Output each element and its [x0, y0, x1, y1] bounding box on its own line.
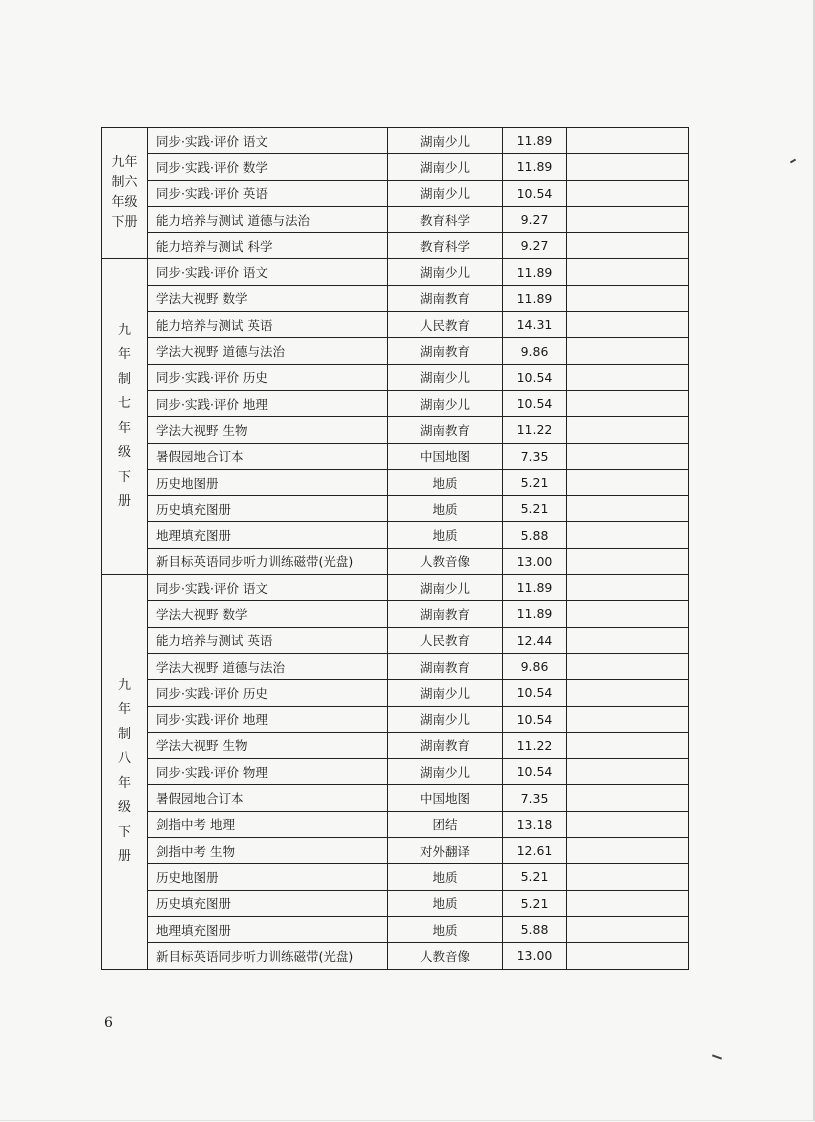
publisher-cell: 团结 — [388, 811, 503, 837]
price-cell: 5.21 — [503, 496, 567, 522]
book-title-cell: 历史地图册 — [148, 864, 388, 890]
price-cell: 11.22 — [503, 732, 567, 758]
publisher-cell: 地质 — [388, 864, 503, 890]
blank-cell — [567, 680, 689, 706]
page-number: 6 — [104, 1015, 113, 1031]
book-title-cell: 新目标英语同步听力训练磁带(光盘) — [148, 548, 388, 574]
price-cell: 5.88 — [503, 522, 567, 548]
blank-cell — [567, 285, 689, 311]
table-row — [102, 785, 689, 811]
table-row — [102, 653, 689, 679]
table-row — [102, 680, 689, 706]
table-row — [102, 233, 689, 259]
book-title-cell: 学法大视野 数学 — [148, 601, 388, 627]
table-row — [102, 496, 689, 522]
blank-cell — [567, 180, 689, 206]
price-cell: 11.89 — [503, 128, 567, 154]
publisher-cell: 人民教育 — [388, 312, 503, 338]
table-row — [102, 864, 689, 890]
price-cell: 5.88 — [503, 916, 567, 942]
table-row — [102, 469, 689, 495]
table-row — [102, 522, 689, 548]
blank-cell — [567, 706, 689, 732]
price-cell: 11.89 — [503, 154, 567, 180]
book-title-cell: 同步·实践·评价 语文 — [148, 575, 388, 601]
blank-cell — [567, 364, 689, 390]
publisher-cell: 湖南少儿 — [388, 154, 503, 180]
table-row — [102, 154, 689, 180]
blank-cell — [567, 154, 689, 180]
blank-cell — [567, 653, 689, 679]
book-title-cell: 历史填充图册 — [148, 890, 388, 916]
table-row — [102, 285, 689, 311]
price-cell: 10.54 — [503, 180, 567, 206]
price-cell: 10.54 — [503, 680, 567, 706]
blank-cell — [567, 338, 689, 364]
grade-label: 九年制七年级下册 — [117, 322, 131, 510]
blank-cell — [567, 312, 689, 338]
publisher-cell: 对外翻译 — [388, 838, 503, 864]
blank-cell — [567, 233, 689, 259]
book-title-cell: 学法大视野 数学 — [148, 285, 388, 311]
blank-cell — [567, 469, 689, 495]
blank-cell — [567, 838, 689, 864]
blank-cell — [567, 627, 689, 653]
table-row — [102, 338, 689, 364]
price-cell: 5.21 — [503, 864, 567, 890]
blank-cell — [567, 128, 689, 154]
blank-cell — [567, 916, 689, 942]
book-title-cell: 学法大视野 生物 — [148, 732, 388, 758]
table-row — [102, 575, 689, 601]
book-title-cell: 同步·实践·评价 地理 — [148, 706, 388, 732]
blank-cell — [567, 443, 689, 469]
publisher-cell: 教育科学 — [388, 206, 503, 232]
table-row — [102, 811, 689, 837]
publisher-cell: 人民教育 — [388, 627, 503, 653]
price-cell: 10.54 — [503, 390, 567, 416]
price-cell: 10.54 — [503, 759, 567, 785]
table-row — [102, 890, 689, 916]
book-title-cell: 能力培养与测试 科学 — [148, 233, 388, 259]
price-cell: 10.54 — [503, 364, 567, 390]
blank-cell — [567, 417, 689, 443]
price-cell: 9.86 — [503, 338, 567, 364]
publisher-cell: 人教音像 — [388, 548, 503, 574]
grade-cell — [102, 128, 148, 259]
book-title-cell: 新目标英语同步听力训练磁带(光盘) — [148, 943, 388, 969]
book-title-cell: 地理填充图册 — [148, 522, 388, 548]
price-cell: 14.31 — [503, 312, 567, 338]
publisher-cell: 地质 — [388, 916, 503, 942]
publisher-cell: 湖南少儿 — [388, 128, 503, 154]
book-title-cell: 同步·实践·评价 历史 — [148, 364, 388, 390]
book-title-cell: 地理填充图册 — [148, 916, 388, 942]
book-title-cell: 学法大视野 道德与法治 — [148, 338, 388, 364]
price-cell: 11.89 — [503, 259, 567, 285]
publisher-cell: 地质 — [388, 522, 503, 548]
price-cell: 13.00 — [503, 548, 567, 574]
publisher-cell: 人教音像 — [388, 943, 503, 969]
price-cell: 5.21 — [503, 890, 567, 916]
price-cell: 7.35 — [503, 443, 567, 469]
price-cell: 10.54 — [503, 706, 567, 732]
price-cell: 9.27 — [503, 233, 567, 259]
book-price-table — [101, 127, 689, 970]
table-row — [102, 548, 689, 574]
publisher-cell: 中国地图 — [388, 443, 503, 469]
publisher-cell: 教育科学 — [388, 233, 503, 259]
publisher-cell: 地质 — [388, 469, 503, 495]
publisher-cell: 湖南少儿 — [388, 680, 503, 706]
table-row — [102, 838, 689, 864]
price-cell: 11.89 — [503, 601, 567, 627]
price-cell: 11.22 — [503, 417, 567, 443]
book-title-cell: 同步·实践·评价 语文 — [148, 259, 388, 285]
blank-cell — [567, 548, 689, 574]
table-row — [102, 759, 689, 785]
publisher-cell: 湖南少儿 — [388, 706, 503, 732]
price-cell: 9.86 — [503, 653, 567, 679]
blank-cell — [567, 259, 689, 285]
table-row — [102, 364, 689, 390]
publisher-cell: 湖南教育 — [388, 732, 503, 758]
table-row — [102, 259, 689, 285]
blank-cell — [567, 811, 689, 837]
book-title-cell: 学法大视野 道德与法治 — [148, 653, 388, 679]
book-title-cell: 暑假园地合订本 — [148, 443, 388, 469]
publisher-cell: 地质 — [388, 890, 503, 916]
book-title-cell: 能力培养与测试 英语 — [148, 627, 388, 653]
price-cell: 12.44 — [503, 627, 567, 653]
grade-label: 九年制六年级下册 — [111, 155, 138, 231]
book-title-cell: 剑指中考 生物 — [148, 838, 388, 864]
table-row — [102, 128, 689, 154]
publisher-cell: 湖南少儿 — [388, 364, 503, 390]
grade-cell — [102, 259, 148, 575]
publisher-cell: 湖南少儿 — [388, 180, 503, 206]
table-row — [102, 206, 689, 232]
table-row — [102, 417, 689, 443]
table-row — [102, 601, 689, 627]
price-cell: 5.21 — [503, 469, 567, 495]
publisher-cell: 地质 — [388, 496, 503, 522]
blank-cell — [567, 759, 689, 785]
blank-cell — [567, 575, 689, 601]
blank-cell — [567, 601, 689, 627]
publisher-cell: 湖南少儿 — [388, 259, 503, 285]
price-cell: 11.89 — [503, 575, 567, 601]
blank-cell — [567, 785, 689, 811]
book-title-cell: 历史地图册 — [148, 469, 388, 495]
price-cell: 12.61 — [503, 838, 567, 864]
book-title-cell: 同步·实践·评价 物理 — [148, 759, 388, 785]
publisher-cell: 湖南教育 — [388, 653, 503, 679]
table-row — [102, 732, 689, 758]
book-title-cell: 同步·实践·评价 历史 — [148, 680, 388, 706]
price-cell: 9.27 — [503, 206, 567, 232]
blank-cell — [567, 390, 689, 416]
blank-cell — [567, 890, 689, 916]
publisher-cell: 湖南少儿 — [388, 390, 503, 416]
table-row — [102, 627, 689, 653]
book-title-cell: 能力培养与测试 英语 — [148, 312, 388, 338]
blank-cell — [567, 522, 689, 548]
price-cell: 11.89 — [503, 285, 567, 311]
book-title-cell: 学法大视野 生物 — [148, 417, 388, 443]
table-row — [102, 312, 689, 338]
book-title-cell: 同步·实践·评价 地理 — [148, 390, 388, 416]
publisher-cell: 中国地图 — [388, 785, 503, 811]
price-cell: 13.18 — [503, 811, 567, 837]
blank-cell — [567, 864, 689, 890]
grade-cell — [102, 575, 148, 969]
publisher-cell: 湖南少儿 — [388, 575, 503, 601]
blank-cell — [567, 206, 689, 232]
book-title-cell: 同步·实践·评价 英语 — [148, 180, 388, 206]
blank-cell — [567, 732, 689, 758]
book-title-cell: 历史填充图册 — [148, 496, 388, 522]
table-row — [102, 180, 689, 206]
table-row — [102, 916, 689, 942]
publisher-cell: 湖南教育 — [388, 601, 503, 627]
price-cell: 13.00 — [503, 943, 567, 969]
blank-cell — [567, 943, 689, 969]
table-row — [102, 443, 689, 469]
publisher-cell: 湖南教育 — [388, 338, 503, 364]
book-title-cell: 同步·实践·评价 数学 — [148, 154, 388, 180]
blank-cell — [567, 496, 689, 522]
price-cell: 7.35 — [503, 785, 567, 811]
table-row — [102, 943, 689, 969]
book-title-cell: 同步·实践·评价 语文 — [148, 128, 388, 154]
publisher-cell: 湖南教育 — [388, 417, 503, 443]
table-row — [102, 706, 689, 732]
table-row — [102, 390, 689, 416]
book-title-cell: 剑指中考 地理 — [148, 811, 388, 837]
book-title-cell: 能力培养与测试 道德与法治 — [148, 206, 388, 232]
grade-label: 九年制八年级下册 — [117, 677, 131, 865]
publisher-cell: 湖南教育 — [388, 285, 503, 311]
publisher-cell: 湖南少儿 — [388, 759, 503, 785]
book-title-cell: 暑假园地合订本 — [148, 785, 388, 811]
